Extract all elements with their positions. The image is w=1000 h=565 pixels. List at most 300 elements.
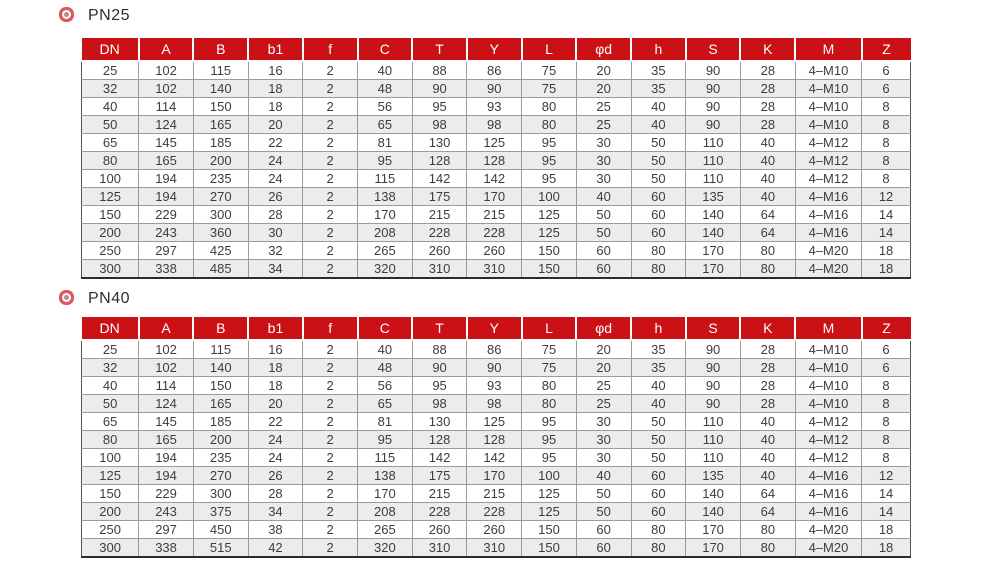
table-cell: 142 bbox=[467, 170, 522, 188]
table-cell: 4–M10 bbox=[795, 80, 861, 98]
table-cell: 18 bbox=[862, 260, 911, 279]
table-cell: 102 bbox=[139, 340, 194, 359]
table-cell: 90 bbox=[467, 359, 522, 377]
table-cell: 4–M10 bbox=[795, 116, 861, 134]
table-cell: 310 bbox=[412, 539, 467, 558]
table-cell: 80 bbox=[522, 116, 577, 134]
table-cell: 150 bbox=[82, 206, 139, 224]
table-cell: 4–M10 bbox=[795, 61, 861, 80]
column-header-k: K bbox=[740, 38, 795, 61]
table-cell: 30 bbox=[576, 134, 631, 152]
table-cell: 50 bbox=[631, 449, 686, 467]
table-cell: 208 bbox=[358, 224, 413, 242]
table-cell: 4–M20 bbox=[795, 539, 861, 558]
table-cell: 115 bbox=[358, 170, 413, 188]
table-cell: 40 bbox=[740, 134, 795, 152]
table-cell: 100 bbox=[522, 188, 577, 206]
table-cell: 115 bbox=[193, 340, 248, 359]
table-cell: 20 bbox=[248, 116, 303, 134]
table-cell: 93 bbox=[467, 98, 522, 116]
table-cell: 6 bbox=[862, 340, 911, 359]
table-cell: 40 bbox=[358, 340, 413, 359]
table-cell: 86 bbox=[467, 340, 522, 359]
table-cell: 28 bbox=[740, 340, 795, 359]
ring-bullet-icon bbox=[64, 295, 69, 300]
table-cell: 50 bbox=[631, 152, 686, 170]
table-cell: 40 bbox=[631, 98, 686, 116]
table-body bbox=[82, 61, 911, 278]
table-cell: 28 bbox=[740, 116, 795, 134]
header-row bbox=[82, 38, 911, 61]
table-cell: 64 bbox=[740, 224, 795, 242]
table-cell: 34 bbox=[248, 503, 303, 521]
table-cell: 2 bbox=[303, 152, 358, 170]
table-cell: 50 bbox=[576, 206, 631, 224]
table-cell: 115 bbox=[193, 61, 248, 80]
table-cell: 6 bbox=[862, 359, 911, 377]
table-row bbox=[82, 170, 911, 188]
table-cell: 515 bbox=[193, 539, 248, 558]
table-cell: 50 bbox=[576, 503, 631, 521]
table-row bbox=[82, 260, 911, 279]
table-cell: 48 bbox=[358, 80, 413, 98]
table-cell: 130 bbox=[412, 134, 467, 152]
column-header-h: h bbox=[631, 38, 686, 61]
table-cell: 81 bbox=[358, 134, 413, 152]
table-cell: 80 bbox=[631, 260, 686, 279]
table-cell: 215 bbox=[467, 485, 522, 503]
table-cell: 250 bbox=[82, 521, 139, 539]
table-cell: 165 bbox=[193, 395, 248, 413]
table-cell: 16 bbox=[248, 340, 303, 359]
table-cell: 170 bbox=[467, 188, 522, 206]
column-header-a: A bbox=[139, 38, 194, 61]
column-header-b1: b1 bbox=[248, 38, 303, 61]
table-cell: 165 bbox=[193, 116, 248, 134]
table-cell: 110 bbox=[686, 413, 741, 431]
table-cell: 270 bbox=[193, 188, 248, 206]
table-cell: 95 bbox=[522, 413, 577, 431]
table-cell: 140 bbox=[686, 503, 741, 521]
table-cell: 8 bbox=[862, 377, 911, 395]
table-cell: 310 bbox=[467, 260, 522, 279]
table-cell: 50 bbox=[82, 116, 139, 134]
table-row bbox=[82, 116, 911, 134]
table-cell: 2 bbox=[303, 98, 358, 116]
section-title-pn40: PN40 bbox=[88, 290, 131, 307]
table-cell: 125 bbox=[522, 503, 577, 521]
table-row bbox=[82, 98, 911, 116]
table-cell: 60 bbox=[631, 467, 686, 485]
table-cell: 90 bbox=[686, 61, 741, 80]
table-cell: 229 bbox=[139, 485, 194, 503]
table-cell: 22 bbox=[248, 413, 303, 431]
table-cell: 8 bbox=[862, 98, 911, 116]
column-header-b: B bbox=[193, 38, 248, 61]
table-cell: 90 bbox=[686, 116, 741, 134]
table-cell: 150 bbox=[193, 377, 248, 395]
table-cell: 2 bbox=[303, 467, 358, 485]
table-cell: 170 bbox=[358, 206, 413, 224]
table-cell: 40 bbox=[358, 61, 413, 80]
table-cell: 450 bbox=[193, 521, 248, 539]
table-cell: 86 bbox=[467, 61, 522, 80]
table-cell: 375 bbox=[193, 503, 248, 521]
table-cell: 80 bbox=[631, 521, 686, 539]
table-cell: 60 bbox=[631, 188, 686, 206]
table-cell: 125 bbox=[82, 467, 139, 485]
table-row bbox=[82, 152, 911, 170]
table-cell: 40 bbox=[82, 98, 139, 116]
table-cell: 2 bbox=[303, 377, 358, 395]
table-cell: 170 bbox=[686, 521, 741, 539]
table-cell: 95 bbox=[522, 152, 577, 170]
table-cell: 170 bbox=[686, 260, 741, 279]
table-cell: 64 bbox=[740, 485, 795, 503]
table-cell: 150 bbox=[522, 521, 577, 539]
table-cell: 8 bbox=[862, 134, 911, 152]
table-cell: 80 bbox=[740, 521, 795, 539]
table-cell: 194 bbox=[139, 467, 194, 485]
column-header-c: C bbox=[358, 317, 413, 340]
column-header-l: L bbox=[522, 317, 577, 340]
table-cell: 300 bbox=[82, 260, 139, 279]
table-cell: 4–M16 bbox=[795, 503, 861, 521]
table-cell: 25 bbox=[82, 340, 139, 359]
table-cell: 4–M20 bbox=[795, 521, 861, 539]
table-cell: 40 bbox=[740, 431, 795, 449]
table-cell: 90 bbox=[686, 80, 741, 98]
table-row bbox=[82, 134, 911, 152]
table-cell: 64 bbox=[740, 206, 795, 224]
table-cell: 90 bbox=[412, 80, 467, 98]
table-cell: 40 bbox=[82, 377, 139, 395]
table-cell: 38 bbox=[248, 521, 303, 539]
table-cell: 28 bbox=[740, 395, 795, 413]
table-cell: 80 bbox=[740, 242, 795, 260]
table-cell: 4–M12 bbox=[795, 170, 861, 188]
table-cell: 128 bbox=[467, 152, 522, 170]
table-cell: 40 bbox=[576, 188, 631, 206]
table-cell: 93 bbox=[467, 377, 522, 395]
table-cell: 50 bbox=[631, 431, 686, 449]
table-cell: 360 bbox=[193, 224, 248, 242]
table-cell: 243 bbox=[139, 224, 194, 242]
table-cell: 95 bbox=[358, 152, 413, 170]
table-cell: 150 bbox=[82, 485, 139, 503]
table-cell: 60 bbox=[576, 242, 631, 260]
table-cell: 18 bbox=[248, 80, 303, 98]
table-cell: 208 bbox=[358, 503, 413, 521]
table-cell: 260 bbox=[412, 521, 467, 539]
spec-table-pn25 bbox=[81, 38, 911, 279]
column-header-s: S bbox=[686, 317, 741, 340]
table-cell: 18 bbox=[862, 242, 911, 260]
table-cell: 100 bbox=[82, 170, 139, 188]
table-cell: 12 bbox=[862, 188, 911, 206]
table-cell: 95 bbox=[522, 431, 577, 449]
table-cell: 140 bbox=[686, 206, 741, 224]
table-cell: 24 bbox=[248, 449, 303, 467]
table-cell: 338 bbox=[139, 260, 194, 279]
table-cell: 4–M10 bbox=[795, 98, 861, 116]
table-cell: 14 bbox=[862, 224, 911, 242]
table-cell: 35 bbox=[631, 80, 686, 98]
table-cell: 2 bbox=[303, 242, 358, 260]
header-row bbox=[82, 317, 911, 340]
table-row bbox=[82, 188, 911, 206]
table-cell: 24 bbox=[248, 431, 303, 449]
table-cell: 114 bbox=[139, 98, 194, 116]
table-row bbox=[82, 377, 911, 395]
table-row bbox=[82, 340, 911, 359]
table-cell: 229 bbox=[139, 206, 194, 224]
table-cell: 310 bbox=[412, 260, 467, 279]
table-cell: 98 bbox=[467, 395, 522, 413]
table-cell: 145 bbox=[139, 134, 194, 152]
table-cell: 50 bbox=[631, 170, 686, 188]
table-row bbox=[82, 413, 911, 431]
column-header-z: Z bbox=[862, 317, 911, 340]
table-cell: 90 bbox=[412, 359, 467, 377]
table-cell: 28 bbox=[740, 61, 795, 80]
table-cell: 80 bbox=[740, 539, 795, 558]
table-cell: 18 bbox=[862, 539, 911, 558]
column-header-t: T bbox=[412, 317, 467, 340]
table-cell: 28 bbox=[740, 377, 795, 395]
column-header-t: T bbox=[412, 38, 467, 61]
table-cell: 200 bbox=[82, 224, 139, 242]
table-cell: 2 bbox=[303, 431, 358, 449]
table-cell: 88 bbox=[412, 340, 467, 359]
table-cell: 14 bbox=[862, 206, 911, 224]
table-cell: 98 bbox=[467, 116, 522, 134]
table-cell: 138 bbox=[358, 467, 413, 485]
table-cell: 150 bbox=[522, 242, 577, 260]
table-cell: 310 bbox=[467, 539, 522, 558]
table-cell: 4–M20 bbox=[795, 260, 861, 279]
table-cell: 50 bbox=[631, 134, 686, 152]
column-header-c: C bbox=[358, 38, 413, 61]
table-cell: 28 bbox=[248, 206, 303, 224]
table-cell: 8 bbox=[862, 395, 911, 413]
table-cell: 48 bbox=[358, 359, 413, 377]
table-cell: 20 bbox=[248, 395, 303, 413]
table-cell: 28 bbox=[740, 80, 795, 98]
table-cell: 25 bbox=[576, 377, 631, 395]
table-cell: 165 bbox=[139, 431, 194, 449]
table-cell: 8 bbox=[862, 449, 911, 467]
table-cell: 297 bbox=[139, 242, 194, 260]
table-cell: 135 bbox=[686, 467, 741, 485]
table-cell: 135 bbox=[686, 188, 741, 206]
table-cell: 90 bbox=[467, 80, 522, 98]
table-cell: 18 bbox=[248, 98, 303, 116]
table-cell: 95 bbox=[522, 170, 577, 188]
table-cell: 24 bbox=[248, 152, 303, 170]
table-cell: 12 bbox=[862, 467, 911, 485]
table-cell: 8 bbox=[862, 116, 911, 134]
table-cell: 102 bbox=[139, 61, 194, 80]
table-cell: 102 bbox=[139, 359, 194, 377]
table-cell: 60 bbox=[631, 485, 686, 503]
table-cell: 128 bbox=[412, 152, 467, 170]
table-cell: 2 bbox=[303, 134, 358, 152]
spec-table-pn40 bbox=[81, 317, 911, 558]
table-cell: 56 bbox=[358, 377, 413, 395]
column-header-m: M bbox=[795, 38, 861, 61]
table-header bbox=[82, 38, 911, 61]
table-cell: 114 bbox=[139, 377, 194, 395]
table-cell: 110 bbox=[686, 170, 741, 188]
table-body bbox=[82, 340, 911, 557]
table-cell: 60 bbox=[576, 260, 631, 279]
table-cell: 80 bbox=[631, 539, 686, 558]
table-cell: 2 bbox=[303, 521, 358, 539]
table-cell: 24 bbox=[248, 170, 303, 188]
table-cell: 40 bbox=[740, 152, 795, 170]
table-cell: 2 bbox=[303, 188, 358, 206]
table-cell: 90 bbox=[686, 98, 741, 116]
table-cell: 128 bbox=[412, 431, 467, 449]
table-cell: 81 bbox=[358, 413, 413, 431]
table-cell: 215 bbox=[467, 206, 522, 224]
table-cell: 194 bbox=[139, 449, 194, 467]
table-cell: 110 bbox=[686, 152, 741, 170]
column-header-dn: DN bbox=[82, 317, 139, 340]
section-title-pn25: PN25 bbox=[88, 7, 131, 24]
table-cell: 128 bbox=[467, 431, 522, 449]
table-cell: 130 bbox=[412, 413, 467, 431]
column-header-y: Y bbox=[467, 317, 522, 340]
table-cell: 140 bbox=[193, 359, 248, 377]
table-cell: 30 bbox=[248, 224, 303, 242]
table-cell: 26 bbox=[248, 467, 303, 485]
column-header-l: L bbox=[522, 38, 577, 61]
table-cell: 2 bbox=[303, 61, 358, 80]
table-cell: 30 bbox=[576, 152, 631, 170]
table-cell: 56 bbox=[358, 98, 413, 116]
column-header-d: φd bbox=[576, 317, 631, 340]
table-cell: 150 bbox=[522, 260, 577, 279]
table-cell: 26 bbox=[248, 188, 303, 206]
table-cell: 75 bbox=[522, 61, 577, 80]
table-cell: 95 bbox=[522, 449, 577, 467]
table-cell: 124 bbox=[139, 395, 194, 413]
table-cell: 125 bbox=[467, 134, 522, 152]
table-cell: 75 bbox=[522, 340, 577, 359]
table-row bbox=[82, 431, 911, 449]
table-cell: 80 bbox=[82, 431, 139, 449]
table-cell: 14 bbox=[862, 503, 911, 521]
table-cell: 2 bbox=[303, 449, 358, 467]
table-cell: 8 bbox=[862, 413, 911, 431]
table-cell: 60 bbox=[631, 206, 686, 224]
table-cell: 25 bbox=[576, 98, 631, 116]
table-cell: 102 bbox=[139, 80, 194, 98]
table-cell: 142 bbox=[412, 170, 467, 188]
column-header-f: f bbox=[303, 38, 358, 61]
table-cell: 4–M16 bbox=[795, 224, 861, 242]
column-header-dn: DN bbox=[82, 38, 139, 61]
table-row bbox=[82, 224, 911, 242]
table-cell: 35 bbox=[631, 61, 686, 80]
table-row bbox=[82, 242, 911, 260]
table-cell: 4–M10 bbox=[795, 359, 861, 377]
table-cell: 75 bbox=[522, 80, 577, 98]
table-cell: 300 bbox=[193, 485, 248, 503]
table-cell: 60 bbox=[631, 503, 686, 521]
table-cell: 145 bbox=[139, 413, 194, 431]
table-cell: 260 bbox=[467, 242, 522, 260]
table-cell: 2 bbox=[303, 413, 358, 431]
column-header-m: M bbox=[795, 317, 861, 340]
table-cell: 4–M16 bbox=[795, 485, 861, 503]
table-cell: 4–M16 bbox=[795, 467, 861, 485]
table-cell: 4–M20 bbox=[795, 242, 861, 260]
table-cell: 8 bbox=[862, 170, 911, 188]
column-header-s: S bbox=[686, 38, 741, 61]
table-cell: 4–M16 bbox=[795, 188, 861, 206]
table-cell: 125 bbox=[522, 224, 577, 242]
table-cell: 140 bbox=[193, 80, 248, 98]
table-cell: 30 bbox=[576, 449, 631, 467]
table-cell: 150 bbox=[522, 539, 577, 558]
table-cell: 40 bbox=[631, 116, 686, 134]
table-cell: 16 bbox=[248, 61, 303, 80]
table-cell: 20 bbox=[576, 61, 631, 80]
table-cell: 170 bbox=[686, 242, 741, 260]
table-cell: 40 bbox=[740, 449, 795, 467]
table-row bbox=[82, 485, 911, 503]
table-cell: 215 bbox=[412, 206, 467, 224]
table-cell: 194 bbox=[139, 170, 194, 188]
table-cell: 142 bbox=[412, 449, 467, 467]
table-cell: 4–M12 bbox=[795, 413, 861, 431]
table-cell: 80 bbox=[740, 260, 795, 279]
table-cell: 140 bbox=[686, 485, 741, 503]
table-cell: 170 bbox=[686, 539, 741, 558]
table-cell: 297 bbox=[139, 521, 194, 539]
table-cell: 60 bbox=[576, 521, 631, 539]
table-cell: 14 bbox=[862, 485, 911, 503]
table-cell: 4–M12 bbox=[795, 152, 861, 170]
table-cell: 30 bbox=[576, 413, 631, 431]
table-cell: 170 bbox=[467, 467, 522, 485]
table-cell: 28 bbox=[740, 98, 795, 116]
table-cell: 50 bbox=[576, 224, 631, 242]
table-cell: 138 bbox=[358, 188, 413, 206]
table-cell: 200 bbox=[193, 431, 248, 449]
table-row bbox=[82, 206, 911, 224]
table-cell: 194 bbox=[139, 188, 194, 206]
table-cell: 270 bbox=[193, 467, 248, 485]
table-cell: 28 bbox=[248, 485, 303, 503]
table-row bbox=[82, 467, 911, 485]
table-cell: 95 bbox=[412, 377, 467, 395]
table-cell: 185 bbox=[193, 413, 248, 431]
table-cell: 338 bbox=[139, 539, 194, 558]
table-cell: 80 bbox=[522, 395, 577, 413]
column-header-a: A bbox=[139, 317, 194, 340]
table-cell: 110 bbox=[686, 134, 741, 152]
column-header-k: K bbox=[740, 317, 795, 340]
table-cell: 34 bbox=[248, 260, 303, 279]
table-cell: 64 bbox=[740, 503, 795, 521]
table-cell: 235 bbox=[193, 449, 248, 467]
table-cell: 32 bbox=[82, 359, 139, 377]
table-cell: 25 bbox=[82, 61, 139, 80]
